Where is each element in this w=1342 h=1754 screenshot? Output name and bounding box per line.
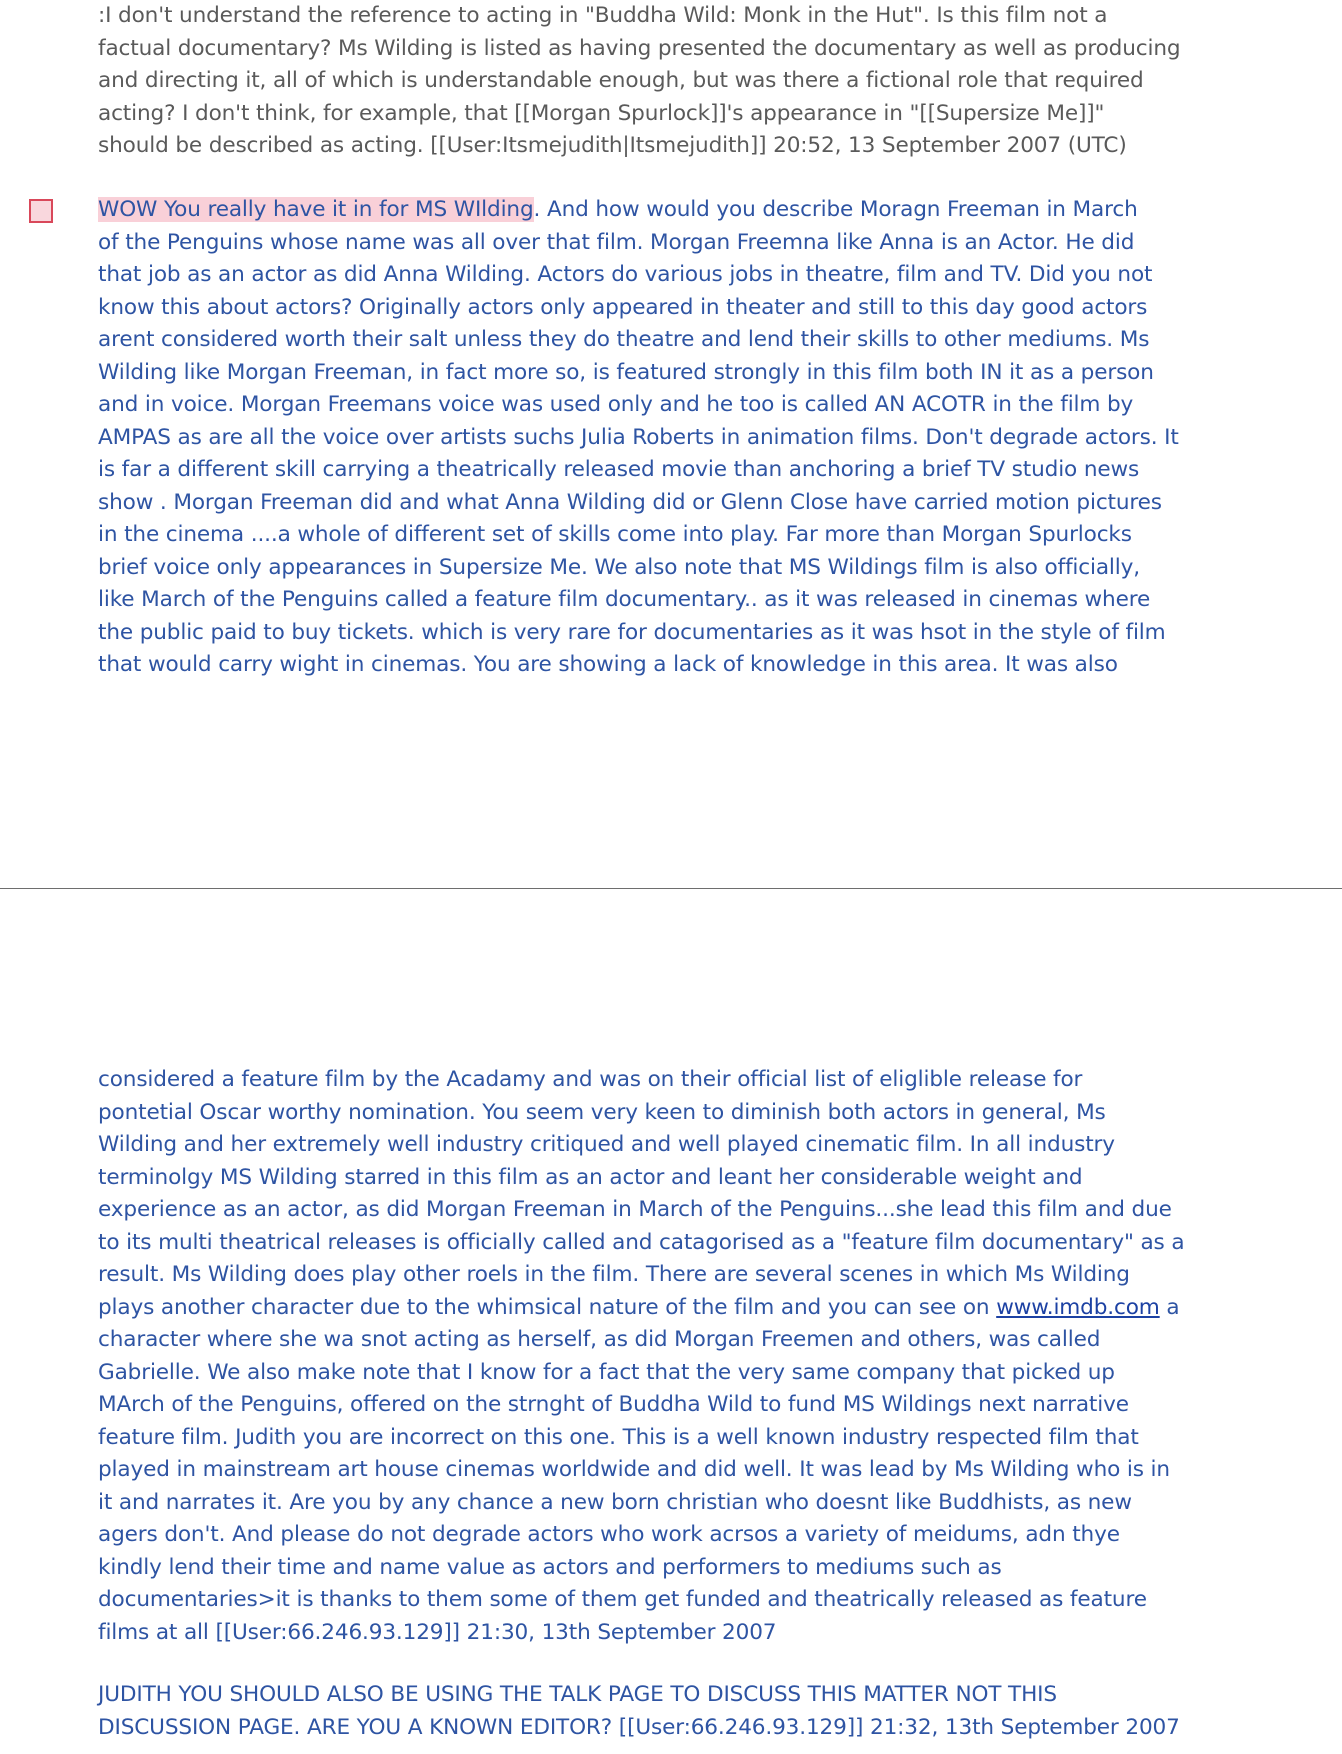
- text-line: :I don't understand the reference to acting in "Buddha Wild: Monk in the Hut". Is this film not a: [98, 3, 1108, 28]
- text-line: it and narrates it. Are you by any chance a new born christian who doesnt like Buddhists, as new: [98, 1489, 1132, 1515]
- text-line: AMPAS as are all the voice over artists suchs Julia Roberts in animation films. Don't degrade actors. It: [98, 424, 1179, 450]
- text-line: Wilding like Morgan Freeman, in fact more so, is featured strongly in this film both IN it as a person: [98, 359, 1154, 385]
- text-line: terminolgy MS Wilding starred in this film as an actor and leant her considerable weight and: [98, 1164, 1083, 1190]
- text-line: of the Penguins whose name was all over that film. Morgan Freemna like Anna is an Actor. He did: [98, 229, 1135, 255]
- text-line: the public paid to buy tickets. which is very rare for documentaries as it was hsot in the style of film: [98, 619, 1166, 645]
- text-line: character where she wa snot acting as herself, as did Morgan Freemen and others, was called: [98, 1327, 1101, 1352]
- reply-paragraph: [98, 194, 1226, 682]
- text-line: feature film. Judith you are incorrect on this one. This is a well known industry respected film that: [98, 1424, 1139, 1450]
- text-line: kindly lend their time and name value as actors and performers to mediums such as: [98, 1554, 1002, 1580]
- text-line: brief voice only appearances in Supersize Me. We also note that MS Wildings film is also officially,: [98, 554, 1140, 580]
- reply-continuation-paragraph: [98, 1064, 1226, 1649]
- text-line: arent considered worth their salt unless they do theatre and lend their skills to other mediums. Ms: [98, 327, 1150, 352]
- text-line: like March of the Penguins called a feature film documentary.. as it was released in cinemas where: [98, 587, 1151, 612]
- text-line: result. Ms Wilding does play other roels in the film. There are several scenes in which Ms Wilding: [98, 1262, 1130, 1287]
- text-line: that would carry wight in cinemas. You are showing a lack of knowledge in this area. It was also: [98, 652, 1118, 677]
- text-line: considered a feature film by the Acadamy and was on their official list of eliglible release for: [98, 1067, 1083, 1092]
- text-line: factual documentary? Ms Wilding is listed as having presented the documentary as well as producing: [98, 35, 1181, 61]
- text-line: is far a different skill carrying a theatrically released movie than anchoring a brief TV studio news: [98, 457, 1140, 482]
- text-line: Wilding and her extremely well industry critiqued and well played cinematic film. In all industry: [98, 1132, 1115, 1157]
- text-line: played in mainstream art house cinemas worldwide and did well. It was lead by Ms Wilding who is in: [98, 1457, 1170, 1482]
- text-segment: plays another character due to the whimsical nature of the film and you can see on: [98, 1294, 997, 1320]
- text-line: [98, 194, 1226, 227]
- text-line: that job as an actor as did Anna Wilding. Actors do various jobs in theatre, film and TV. Did you not: [98, 262, 1153, 287]
- text-line: films at all [[User:66.246.93.129]] 21:30, 13th September 2007: [98, 1619, 777, 1645]
- text-line: agers don't. And please do not degrade actors who work acrsos a variety of meidums, adn thye: [98, 1522, 1120, 1547]
- text-line: [98, 1292, 1226, 1325]
- text-line: DISCUSSION PAGE. ARE YOU A KNOWN EDITOR? [[User:66.246.93.129]] 21:32, 13th September 2007: [98, 1714, 1180, 1740]
- comment-marker-icon[interactable]: [29, 199, 53, 223]
- text-line: know this about actors? Originally actors only appeared in theater and still to this day good actors: [98, 294, 1148, 320]
- text-line: MArch of the Penguins, offered on the strnght of Buddha Wild to fund MS Wildings next narrative: [98, 1392, 1129, 1417]
- text-segment: . And how would you describe Moragn Freeman in March: [533, 197, 1138, 222]
- text-line: documentaries>it is thanks to them some of them get funded and theatrically released as feature: [98, 1587, 1147, 1612]
- text-line: to its multi theatrical releases is officially called and catagorised as a "feature film documentary" as a: [98, 1229, 1185, 1255]
- followup-paragraph: [98, 1679, 1226, 1744]
- text-line: Gabrielle. We also make note that I know for a fact that the very same company that picked up: [98, 1359, 1115, 1385]
- imdb-link[interactable]: www.imdb.com: [996, 1294, 1160, 1320]
- quoted-comment-paragraph: [98, 0, 1226, 163]
- text-line: should be described as acting. [[User:Itsmejudith|Itsmejudith]] 20:52, 13 September 2007 (UTC): [98, 133, 1127, 158]
- text-line: and directing it, all of which is understandable enough, but was there a fictional role that required: [98, 68, 1144, 93]
- text-line: and in voice. Morgan Freemans voice was used only and he too is called AN ACOTR in the film by: [98, 392, 1134, 417]
- text-line: show . Morgan Freeman did and what Anna Wilding did or Glenn Close have carried motion pictures: [98, 489, 1162, 515]
- page-break-divider: [0, 888, 1342, 889]
- text-line: pontetial Oscar worthy nomination. You seem very keen to diminish both actors in general, Ms: [98, 1099, 1106, 1125]
- text-line: acting? I don't think, for example, that [[Morgan Spurlock]]'s appearance in "[[Supersize Me]]": [98, 100, 1105, 126]
- text-line: in the cinema ....a whole of different set of skills come into play. Far more than Morgan Spurlocks: [98, 522, 1132, 547]
- text-segment: a: [1159, 1294, 1180, 1320]
- text-line: JUDITH YOU SHOULD ALSO BE USING THE TALK PAGE TO DISCUSS THIS MATTER NOT THIS: [98, 1682, 1057, 1707]
- highlighted-text[interactable]: WOW You really have it in for MS WIlding: [98, 197, 534, 222]
- text-line: experience as an actor, as did Morgan Freeman in March of the Penguins...she lead this film and due: [98, 1197, 1172, 1222]
